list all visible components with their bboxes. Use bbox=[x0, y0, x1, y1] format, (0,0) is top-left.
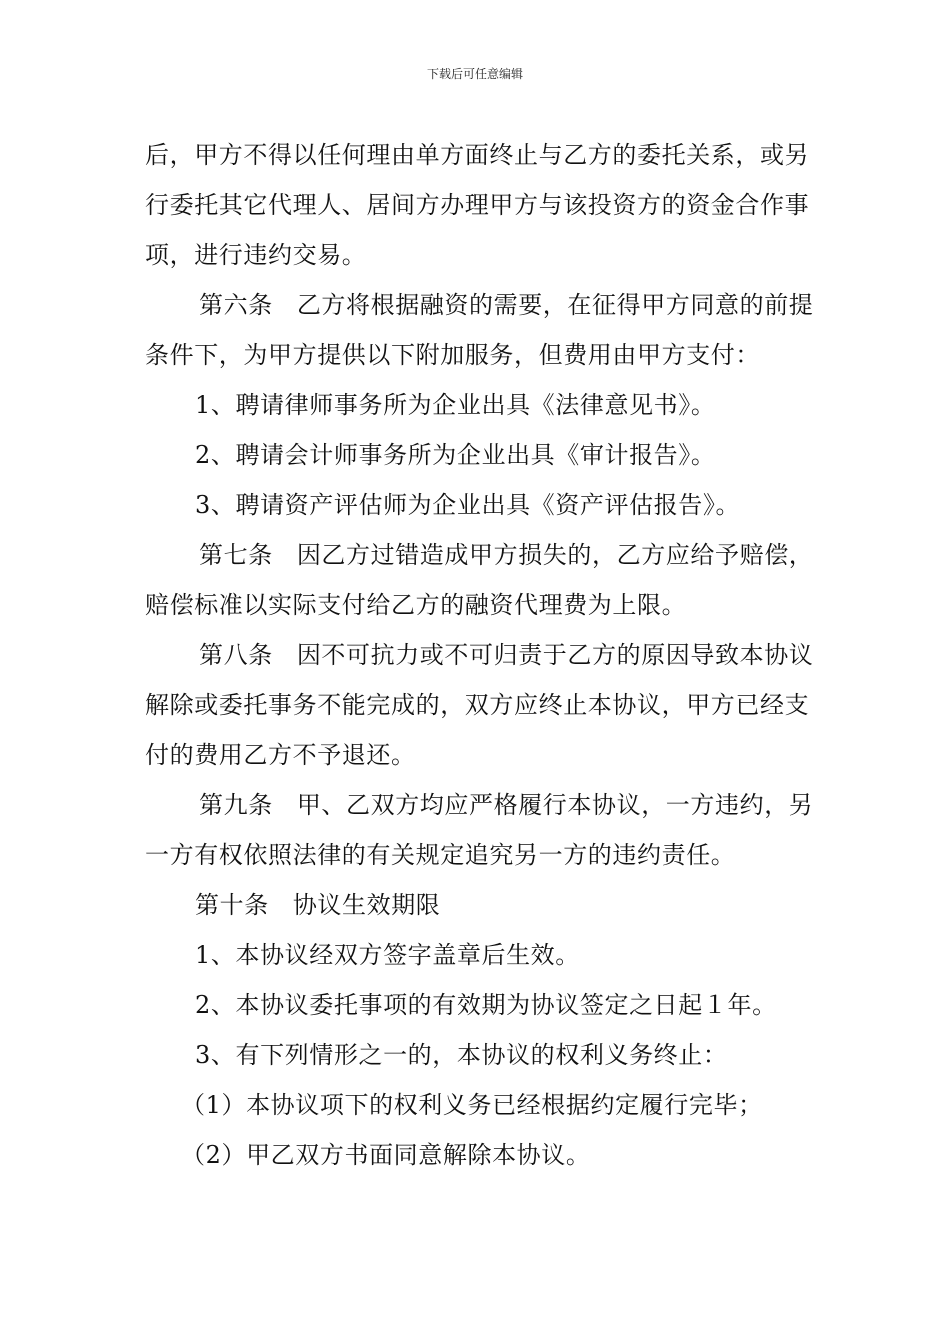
list-item-2: 2、聘请会计师事务所为企业出具《审计报告》。 bbox=[195, 441, 716, 469]
list-item-effective-3: 3、有下列情形之一的，本协议的权利义务终止： bbox=[195, 1041, 728, 1069]
paragraph-continuation: 后，甲方不得以任何理由单方面终止与乙方的委托关系，或另行委托其它代理人、居间方办理甲方与该投资方的资金合作事项，进行违约交易。 bbox=[145, 141, 810, 269]
document-body bbox=[145, 130, 815, 1180]
list-item-3: 3、聘请资产评估师为企业出具《资产评估报告》。 bbox=[195, 491, 741, 519]
list-item-1: 1、聘请律师事务所为企业出具《法律意见书》。 bbox=[195, 391, 716, 419]
article-7-label: 第七条 bbox=[199, 541, 273, 569]
article-9-paragraph bbox=[145, 780, 815, 880]
article-9-text: 甲、乙双方均应严格履行本协议，一方违约，另一方有权依照法律的有关规定追究另一方的违约责任。 bbox=[145, 791, 814, 869]
article-8-label: 第八条 bbox=[199, 641, 273, 669]
sub-item-2: （2）甲乙双方书面同意解除本协议。 bbox=[181, 1141, 591, 1169]
article-7-text: 因乙方过错造成甲方损失的，乙方应给予赔偿，赔偿标准以实际支付给乙方的融资代理费为上限。 bbox=[145, 541, 814, 619]
article-7-paragraph bbox=[145, 530, 815, 630]
article-8-paragraph bbox=[145, 630, 815, 780]
page-header: 下载后可任意编辑 bbox=[426, 67, 523, 81]
article-6-label: 第六条 bbox=[199, 291, 273, 319]
article-10-label: 第十条 bbox=[195, 891, 269, 919]
list-item-effective-2: 2、本协议委托事项的有效期为协议签定之日起１年。 bbox=[195, 991, 777, 1019]
article-10-paragraph bbox=[145, 880, 815, 930]
article-6-paragraph bbox=[145, 280, 815, 380]
sub-item-1: （1）本协议项下的权利义务已经根据约定履行完毕； bbox=[181, 1091, 763, 1119]
article-10-text: 协议生效期限 bbox=[292, 891, 441, 919]
article-8-text: 因不可抗力或不可归责于乙方的原因导致本协议解除或委托事务不能完成的，双方应终止本协议，甲方已经支付的费用乙方不予退还。 bbox=[145, 641, 814, 769]
list-item-effective-1: 1、本协议经双方签字盖章后生效。 bbox=[195, 941, 580, 969]
article-6-text: 乙方将根据融资的需要，在征得甲方同意的前提条件下，为甲方提供以下附加服务，但费用由甲方支付： bbox=[145, 291, 814, 369]
article-9-label: 第九条 bbox=[199, 791, 273, 819]
